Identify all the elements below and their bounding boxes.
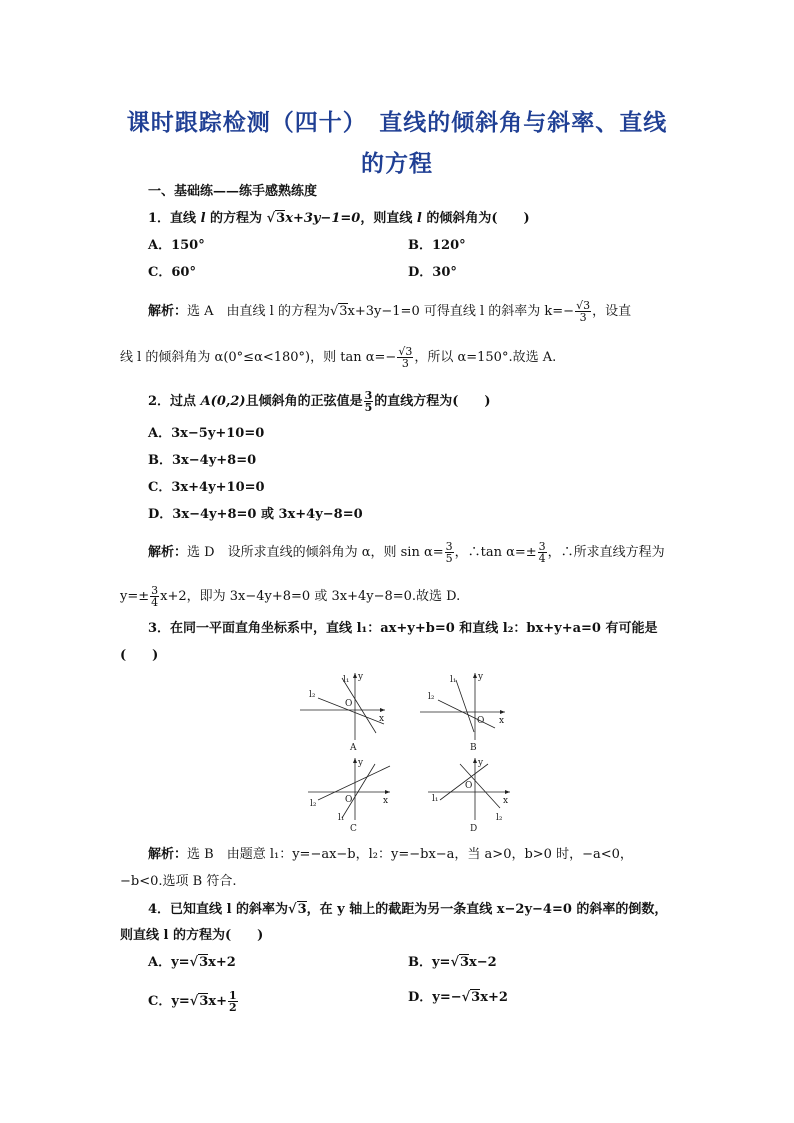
figure-a-y-arrow xyxy=(353,673,357,678)
figure-c-caption: C xyxy=(350,824,357,834)
figure-b-line-l1 xyxy=(456,680,474,732)
question-1-option-a[interactable]: A．150° xyxy=(148,238,205,253)
question-3-analysis-line2: −b<0.选项 B 符合. xyxy=(120,874,237,889)
question-4-option-c[interactable]: C．y=√3x+ $\frac{1}{2}$ xyxy=(148,989,237,1014)
figure-c-line-l1 xyxy=(342,764,375,818)
figure-c-label-x: x xyxy=(383,796,389,806)
question-3-stem: 3．在同一平面直角坐标系中，直线 l₁：ax+y+b=0 和直线 l₂：bx+y+a=0 有可能是 xyxy=(148,621,658,636)
question-3-stem-line2: ( ) xyxy=(120,648,159,663)
question-2-option-a[interactable]: A．3x−5y+10=0 xyxy=(148,426,265,441)
figure-b-y-arrow xyxy=(473,673,477,678)
figure-d[interactable] xyxy=(428,758,510,834)
figure-a-label-x: x xyxy=(379,714,385,724)
question-4-stem: 4．已知直线 l 的斜率为√3，在 y 轴上的截距为另一条直线 x−2y−4=0 的斜率的倒数， xyxy=(148,902,668,917)
question-1-option-c[interactable]: C．60° xyxy=(148,265,196,280)
question-1-option-b[interactable]: B．120° xyxy=(408,238,466,253)
question-1-analysis-line2: 线 l 的倾斜角为 α(0°≤α<180°)，则 tan α=− $\frac{√3}{3}$ ，所以 α=150°.故选 A. xyxy=(120,345,557,370)
question-2-analysis: 解析：选 D 设所求直线的倾斜角为 α，则 sin α= $\frac{3}{5}$ ，∴tan α=± $\frac{3}{4}$ ，∴所求直线方程为 xyxy=(148,540,665,565)
page-title-line2: 的方程 xyxy=(361,151,433,177)
question-4-option-b[interactable]: B．y=√3x−2 xyxy=(408,955,497,970)
figure-a-label-l1: l₁ xyxy=(343,675,350,685)
figure-d-x-arrow xyxy=(505,790,510,794)
question-2-stem: 2．过点 A(0,2)且倾斜角的正弦值是 $\frac{3}{5}$ 的直线方程为( ) xyxy=(148,389,491,414)
question-1-analysis: 解析：选 A 由直线 l 的方程为√3x+3y−1=0 可得直线 l 的斜率为 k=− $\frac{√3}{3}$ ，设直 xyxy=(148,299,632,324)
figure-c-label-l1: l₁ xyxy=(338,813,345,823)
figure-b-line-l2 xyxy=(438,700,495,728)
figure-a[interactable] xyxy=(300,672,385,753)
question-4-stem-line2: 则直线 l 的方程为( ) xyxy=(120,928,264,943)
figure-b-label-x: x xyxy=(499,716,505,726)
figure-b-label-origin: O xyxy=(477,716,485,726)
figure-group xyxy=(300,668,520,836)
figure-b-x-arrow xyxy=(500,710,505,714)
figure-a-label-y: y xyxy=(358,672,364,682)
figure-d-line-l1 xyxy=(440,764,488,800)
figure-a-x-arrow xyxy=(380,708,385,712)
figure-d-caption: D xyxy=(470,824,478,834)
figure-d-y-arrow xyxy=(473,758,477,763)
figure-d-label-l2: l₂ xyxy=(496,813,503,823)
page-title: 课时跟踪检测（四十） 直线的倾斜角与斜率、直线 xyxy=(126,110,668,136)
question-4-option-a[interactable]: A．y=√3x+2 xyxy=(148,955,236,970)
question-3-figures xyxy=(300,668,520,836)
figure-d-label-y: y xyxy=(478,758,484,768)
figure-d-label-l1: l₁ xyxy=(432,794,439,804)
question-2-option-b[interactable]: B．3x−4y+8=0 xyxy=(148,453,257,468)
question-2-option-c[interactable]: C．3x+4y+10=0 xyxy=(148,480,265,495)
question-1-stem: 1．直线 l 的方程为 √3x+3y−1=0，则直线 l 的倾斜角为( ) xyxy=(148,211,530,226)
question-3-analysis: 解析：选 B 由题意 l₁：y=−ax−b，l₂：y=−bx−a，当 a>0，b>0 时，−a<0， xyxy=(148,847,633,862)
figure-c-label-origin: O xyxy=(345,795,353,805)
figure-b[interactable] xyxy=(420,672,505,753)
figure-c-label-l2: l₂ xyxy=(310,799,317,809)
figure-b-label-y: y xyxy=(478,672,484,682)
figure-c-y-arrow xyxy=(353,758,357,763)
figure-c-x-arrow xyxy=(385,790,390,794)
figure-c-label-y: y xyxy=(358,758,364,768)
figure-a-label-l2: l₂ xyxy=(309,690,316,700)
figure-d-label-x: x xyxy=(503,796,509,806)
figure-c[interactable] xyxy=(308,758,390,834)
section-heading: 一、基础练——练手感熟练度 xyxy=(148,184,318,199)
question-4-option-d[interactable]: D．y=−√3x+2 xyxy=(408,990,508,1005)
question-1-option-d[interactable]: D．30° xyxy=(408,265,457,280)
figure-b-label-l2: l₂ xyxy=(428,692,435,702)
figure-b-caption: B xyxy=(470,743,477,753)
figure-d-label-origin: O xyxy=(465,781,473,791)
figure-b-label-l1: l₁ xyxy=(450,675,457,685)
figure-a-label-origin: O xyxy=(345,699,353,709)
figure-a-caption: A xyxy=(350,743,357,753)
question-2-option-d[interactable]: D．3x−4y+8=0 或 3x+4y−8=0 xyxy=(148,507,363,522)
figure-c-line-l2 xyxy=(318,766,390,800)
question-2-analysis-line2: y=± $\frac{3}{4}$ x+2，即为 3x−4y+8=0 或 3x+4y−8=0.故选 D. xyxy=(120,584,461,609)
